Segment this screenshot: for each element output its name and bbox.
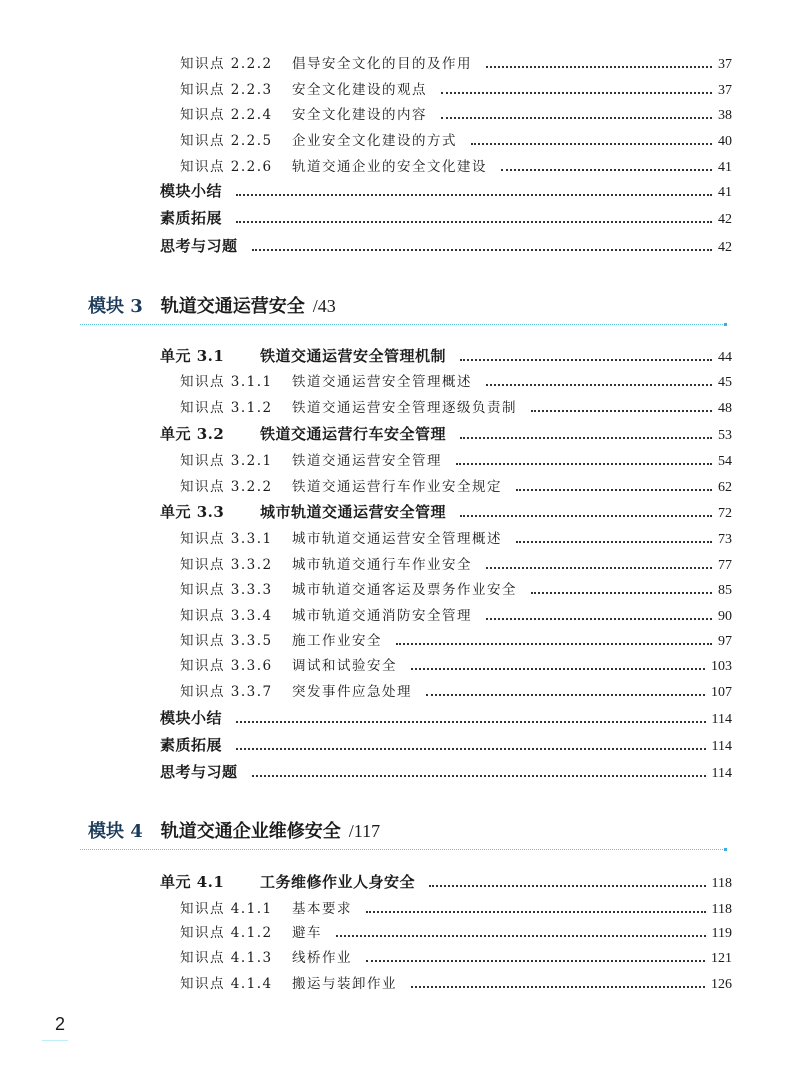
dot-leader <box>236 747 706 750</box>
toc-entry-unit[interactable] <box>160 423 732 445</box>
dot-leader <box>516 488 712 491</box>
dot-leader <box>426 693 705 696</box>
entry-page: 45 <box>718 375 732 390</box>
toc-entry-unit[interactable] <box>160 345 732 367</box>
module-3-heading <box>88 292 336 318</box>
entry-page: 73 <box>718 532 732 547</box>
toc-entry-knowledge-point[interactable] <box>180 475 732 497</box>
dot-leader <box>486 65 712 68</box>
toc-entry-knowledge-point[interactable] <box>180 680 732 702</box>
entry-code: 知识点 2.2.6 <box>180 159 273 175</box>
toc-entry-knowledge-point[interactable] <box>180 553 732 575</box>
entry-page: 97 <box>718 634 732 649</box>
toc-entry-unit[interactable] <box>160 207 732 229</box>
toc-entry-knowledge-point[interactable] <box>180 370 732 392</box>
entry-code: 知识点 3.3.4 <box>180 608 273 624</box>
entry-page: 107 <box>711 685 732 700</box>
dot-leader <box>441 116 712 119</box>
toc-entry-knowledge-point[interactable] <box>180 396 732 418</box>
entry-code: 知识点 4.1.2 <box>180 925 273 941</box>
entry-code: 知识点 2.2.2 <box>180 56 273 72</box>
dot-leader <box>366 959 705 962</box>
toc-entry-knowledge-point[interactable] <box>180 604 732 626</box>
entry-title: 模块小结 <box>160 709 223 727</box>
entry-page: 85 <box>718 583 732 598</box>
entry-title: 思考与习题 <box>160 237 238 255</box>
dot-leader <box>516 540 712 543</box>
dot-leader <box>501 168 712 171</box>
entry-page: 126 <box>711 977 732 992</box>
entry-title: 素质拓展 <box>160 209 223 227</box>
entry-title: 轨道交通企业的安全文化建设 <box>292 159 487 175</box>
dot-leader <box>252 248 712 251</box>
dot-leader <box>429 884 706 887</box>
toc-entry-knowledge-point[interactable] <box>180 578 732 600</box>
entry-page: 41 <box>718 185 732 200</box>
dot-leader <box>456 462 712 465</box>
toc-entry-unit[interactable] <box>160 707 732 729</box>
entry-page: 48 <box>718 401 732 416</box>
dot-leader <box>460 358 712 361</box>
module-4-heading <box>88 817 380 843</box>
entry-title: 线桥作业 <box>292 950 352 966</box>
entry-code: 知识点 3.2.2 <box>180 479 273 495</box>
page-number: 2 <box>55 1014 66 1034</box>
dot-leader <box>486 566 712 569</box>
entry-page: 41 <box>718 160 732 175</box>
module-title: 轨道交通企业维修安全 <box>160 821 341 842</box>
toc-entry-knowledge-point[interactable] <box>180 103 732 125</box>
entry-page: 118 <box>711 876 732 891</box>
entry-title: 城市轨道交通消防安全管理 <box>292 608 472 624</box>
dot-leader <box>252 774 706 777</box>
toc-entry-knowledge-point[interactable] <box>180 921 732 943</box>
entry-title: 铁道交通运营行车作业安全规定 <box>292 479 502 495</box>
dot-leader <box>460 514 712 517</box>
dot-leader <box>531 591 712 594</box>
module-divider <box>80 849 725 850</box>
toc-entry-knowledge-point[interactable] <box>180 52 732 74</box>
dot-leader <box>336 934 706 937</box>
dot-leader <box>236 220 712 223</box>
module-title: 轨道交通运营安全 <box>160 296 305 317</box>
entry-page: 53 <box>718 428 732 443</box>
entry-code: 单元 4.1 <box>160 873 225 891</box>
entry-title: 城市轨道交通客运及票务作业安全 <box>292 582 517 598</box>
dot-leader <box>411 667 705 670</box>
entry-page: 77 <box>718 558 732 573</box>
entry-code: 单元 3.3 <box>160 503 225 521</box>
entry-title: 基本要求 <box>292 901 352 917</box>
entry-title: 工务维修作业人身安全 <box>260 873 416 891</box>
entry-page: 121 <box>711 951 732 966</box>
dot-leader <box>236 193 712 196</box>
toc-entry-unit[interactable] <box>160 180 732 202</box>
dot-leader <box>531 409 712 412</box>
entry-title: 安全文化建设的观点 <box>292 82 427 98</box>
entry-title: 倡导安全文化的目的及作用 <box>292 56 472 72</box>
entry-title: 铁道交通运营安全管理机制 <box>260 347 447 365</box>
entry-page: 42 <box>718 240 732 255</box>
entry-code: 知识点 3.3.2 <box>180 557 273 573</box>
entry-page: 72 <box>718 506 732 521</box>
toc-entry-knowledge-point[interactable] <box>180 449 732 471</box>
entry-code: 知识点 2.2.5 <box>180 133 273 149</box>
dot-leader <box>366 910 706 913</box>
entry-code: 知识点 3.3.5 <box>180 633 273 649</box>
entry-title: 铁道交通运营安全管理 <box>292 453 442 469</box>
entry-code: 知识点 3.1.1 <box>180 374 273 390</box>
toc-entry-knowledge-point[interactable] <box>180 897 732 919</box>
dot-leader <box>441 91 712 94</box>
dot-leader <box>236 720 706 723</box>
entry-code: 知识点 4.1.1 <box>180 901 273 917</box>
toc-entry-unit[interactable] <box>160 871 732 893</box>
dot-leader <box>396 642 712 645</box>
toc-entry-unit[interactable] <box>160 761 732 783</box>
entry-title: 模块小结 <box>160 182 223 200</box>
entry-page: 40 <box>718 134 732 149</box>
toc-entry-knowledge-point[interactable] <box>180 972 732 994</box>
entry-code: 知识点 4.1.3 <box>180 950 273 966</box>
entry-page: 103 <box>711 659 732 674</box>
toc-entry-knowledge-point[interactable] <box>180 629 732 651</box>
entry-title: 铁道交通运营行车安全管理 <box>260 425 447 443</box>
entry-page: 42 <box>718 212 732 227</box>
toc-entry-unit[interactable] <box>160 734 732 756</box>
entry-code: 知识点 3.3.6 <box>180 658 273 674</box>
entry-code: 知识点 3.3.7 <box>180 684 273 700</box>
entry-title: 城市轨道交通行车作业安全 <box>292 557 472 573</box>
entry-page: 90 <box>718 609 732 624</box>
entry-title: 安全文化建设的内容 <box>292 107 427 123</box>
toc-entry-knowledge-point[interactable] <box>180 129 732 151</box>
entry-page: 118 <box>711 902 732 917</box>
dot-leader <box>460 436 712 439</box>
entry-page: 114 <box>711 739 732 754</box>
entry-code: 单元 3.2 <box>160 425 225 443</box>
entry-code: 知识点 3.1.2 <box>180 400 273 416</box>
dot-leader <box>471 142 712 145</box>
module-divider <box>80 324 725 325</box>
toc-entry-unit[interactable] <box>160 501 732 523</box>
module-page: /117 <box>348 821 381 841</box>
entry-code: 知识点 4.1.4 <box>180 976 273 992</box>
toc-entry-knowledge-point[interactable] <box>180 654 732 676</box>
entry-code: 单元 3.1 <box>160 347 225 365</box>
dot-leader <box>486 617 712 620</box>
entry-title: 素质拓展 <box>160 736 223 754</box>
entry-page: 37 <box>718 83 732 98</box>
dot-leader <box>411 985 705 988</box>
toc-entry-unit[interactable] <box>160 235 732 257</box>
toc-entry-knowledge-point[interactable] <box>180 155 732 177</box>
entry-code: 知识点 2.2.3 <box>180 82 273 98</box>
entry-title: 铁道交通运营安全管理逐级负责制 <box>292 400 517 416</box>
entry-title: 城市轨道交通运营安全管理概述 <box>292 531 502 547</box>
entry-code: 知识点 2.2.4 <box>180 107 273 123</box>
entry-title: 突发事件应急处理 <box>292 684 412 700</box>
module-code: 模块 4 <box>88 821 143 842</box>
module-page: /43 <box>312 296 336 316</box>
dot-leader <box>486 383 712 386</box>
entry-title: 避车 <box>292 925 322 941</box>
entry-page: 119 <box>711 926 732 941</box>
entry-title: 搬运与装卸作业 <box>292 976 397 992</box>
toc-entry-knowledge-point[interactable] <box>180 78 732 100</box>
entry-code: 知识点 3.2.1 <box>180 453 273 469</box>
entry-title: 思考与习题 <box>160 763 238 781</box>
entry-code: 知识点 3.3.1 <box>180 531 273 547</box>
page-number-underline <box>42 1040 68 1041</box>
entry-page: 37 <box>718 57 732 72</box>
entry-code: 知识点 3.3.3 <box>180 582 273 598</box>
entry-page: 54 <box>718 454 732 469</box>
entry-page: 114 <box>711 766 732 781</box>
entry-page: 38 <box>718 108 732 123</box>
entry-page: 62 <box>718 480 732 495</box>
entry-title: 施工作业安全 <box>292 633 382 649</box>
module-code: 模块 3 <box>88 296 143 317</box>
entry-page: 114 <box>711 712 732 727</box>
toc-entry-knowledge-point[interactable] <box>180 946 732 968</box>
entry-title: 企业安全文化建设的方式 <box>292 133 457 149</box>
entry-title: 城市轨道交通运营安全管理 <box>260 503 447 521</box>
entry-title: 调试和试验安全 <box>292 658 397 674</box>
entry-title: 铁道交通运营安全管理概述 <box>292 374 472 390</box>
toc-entry-knowledge-point[interactable] <box>180 527 732 549</box>
entry-page: 44 <box>718 350 732 365</box>
